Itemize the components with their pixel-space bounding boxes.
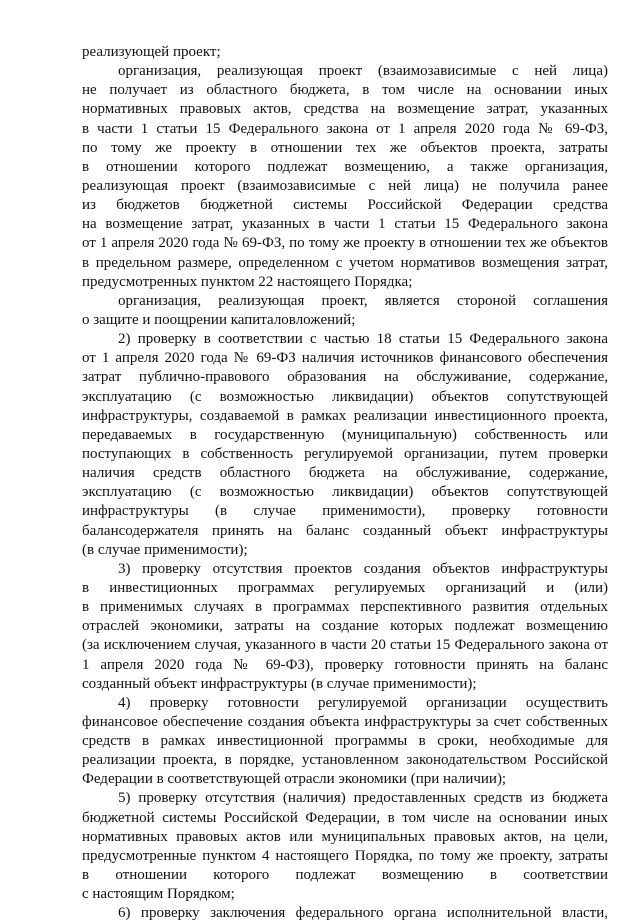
- text-line: финансовое обеспечение создания объекта инфраструктуры за счет собственных: [82, 713, 608, 730]
- text-line: из бюджетов бюджетной системы Российской Федерации средства: [82, 197, 608, 214]
- text-line: (в случае применимости);: [82, 541, 248, 558]
- text-line: от 1 апреля 2020 года № 69-ФЗ, по тому же проекту в отношении тех же объектов: [82, 235, 608, 252]
- text-line: 6) проверку заключения федерального органа исполнительной власти,: [118, 905, 608, 922]
- text-line: поступающих в собственность регулируемой организации, путем проверки: [82, 445, 608, 462]
- text-line: 2) проверку в соответствии с частью 18 статьи 15 Федерального закона: [118, 331, 608, 348]
- text-line: организация, реализующая проект, является стороной соглашения: [118, 292, 608, 309]
- text-line: 5) проверку отсутствия (наличия) предоставленных средств из бюджета: [118, 790, 608, 807]
- text-line: по тому же проекту в отношении тех же объектов проекта, затраты: [82, 139, 608, 156]
- text-line: передаваемых в государственную (муниципальную) собственность или: [82, 426, 608, 443]
- text-line: от 1 апреля 2020 года № 69-ФЗ наличия источников финансового обеспечения: [82, 350, 608, 367]
- text-line: реализующей проект;: [82, 44, 221, 60]
- text-line: созданный объект инфраструктуры (в случае применимости);: [82, 675, 477, 692]
- text-line: средств в рамках инвестиционной программы в сроки, необходимые для: [82, 733, 608, 750]
- text-line: инфраструктуры (в случае применимости), проверку готовности: [82, 503, 608, 520]
- text-line: 3) проверку отсутствия проектов создания объектов инфраструктуры: [118, 560, 608, 577]
- text-line: эксплуатацию (с возможностью ликвидации) объектов сопутствующей: [82, 484, 608, 501]
- text-line: реализации проекта, в порядке, установленном законодательством Российской: [82, 752, 608, 769]
- text-line: предусмотренных пунктом 22 настоящего Порядка;: [82, 273, 413, 290]
- text-line: затрат публично-правового образования на обслуживание, содержание,: [82, 369, 608, 386]
- text-line: организация, реализующая проект (взаимозависимые с ней лица): [118, 63, 608, 80]
- text-line: наличия средств областного бюджета на обслуживание, содержание,: [82, 465, 608, 482]
- text-line: отраслей экономики, затраты на создание которых подлежат возмещению: [82, 618, 608, 635]
- text-line: нормативных правовых актов, средства на возмещение затрат, указанных: [82, 101, 608, 118]
- text-line: в отношении которого подлежат возмещению, а также организация,: [82, 158, 608, 175]
- text-line: в отношении которого подлежат возмещению в соответствии: [82, 867, 608, 884]
- text-line: в применимых случаях в программах перспективного развития отдельных: [82, 599, 608, 616]
- text-line: реализующая проект (взаимозависимые с ней лица) не получила ранее: [82, 177, 608, 194]
- text-line: 4) проверку готовности регулируемой организации осуществить: [118, 694, 608, 711]
- text-line: о защите и поощрении капиталовложений;: [82, 311, 356, 328]
- document-body: [82, 43, 608, 923]
- text-line: предусмотренные пунктом 4 настоящего Порядка, по тому же проекту, затраты: [82, 847, 608, 864]
- text-line: не получает из областного бюджета, в том числе на основании иных: [82, 82, 608, 99]
- text-line: (за исключением случая, указанного в части 20 статьи 15 Федерального закона от: [82, 637, 608, 654]
- text-line: балансодержателя принять на баланс созданный объект инфраструктуры: [82, 522, 608, 539]
- text-line: в части 1 статьи 15 Федерального закона от 1 апреля 2020 года № 69-ФЗ,: [82, 120, 608, 137]
- text-line: в инвестиционных программах регулируемых организаций и (или): [82, 579, 608, 596]
- text-line: нормативных правовых актов или муниципальных правовых актов, на цели,: [82, 828, 608, 845]
- text-line: 1 апреля 2020 года № 69-ФЗ), проверку готовности принять на баланс: [82, 656, 608, 673]
- text-line: инфраструктуры, создаваемой в рамках реализации инвестиционного проекта,: [82, 407, 608, 424]
- text-line: на возмещение затрат, указанных в части 1 статьи 15 Федерального закона: [82, 216, 608, 233]
- text-line: в предельном размере, определенном с учетом нормативов возмещения затрат,: [82, 254, 608, 271]
- text-line: с настоящим Порядком;: [82, 886, 235, 903]
- text-line: эксплуатацию (с возможностью ликвидации) объектов сопутствующей: [82, 388, 608, 405]
- text-line: бюджетной системы Российской Федерации, в том числе на основании иных: [82, 809, 608, 826]
- text-line: Федерации в соответствующей отрасли экономики (при наличии);: [82, 771, 507, 788]
